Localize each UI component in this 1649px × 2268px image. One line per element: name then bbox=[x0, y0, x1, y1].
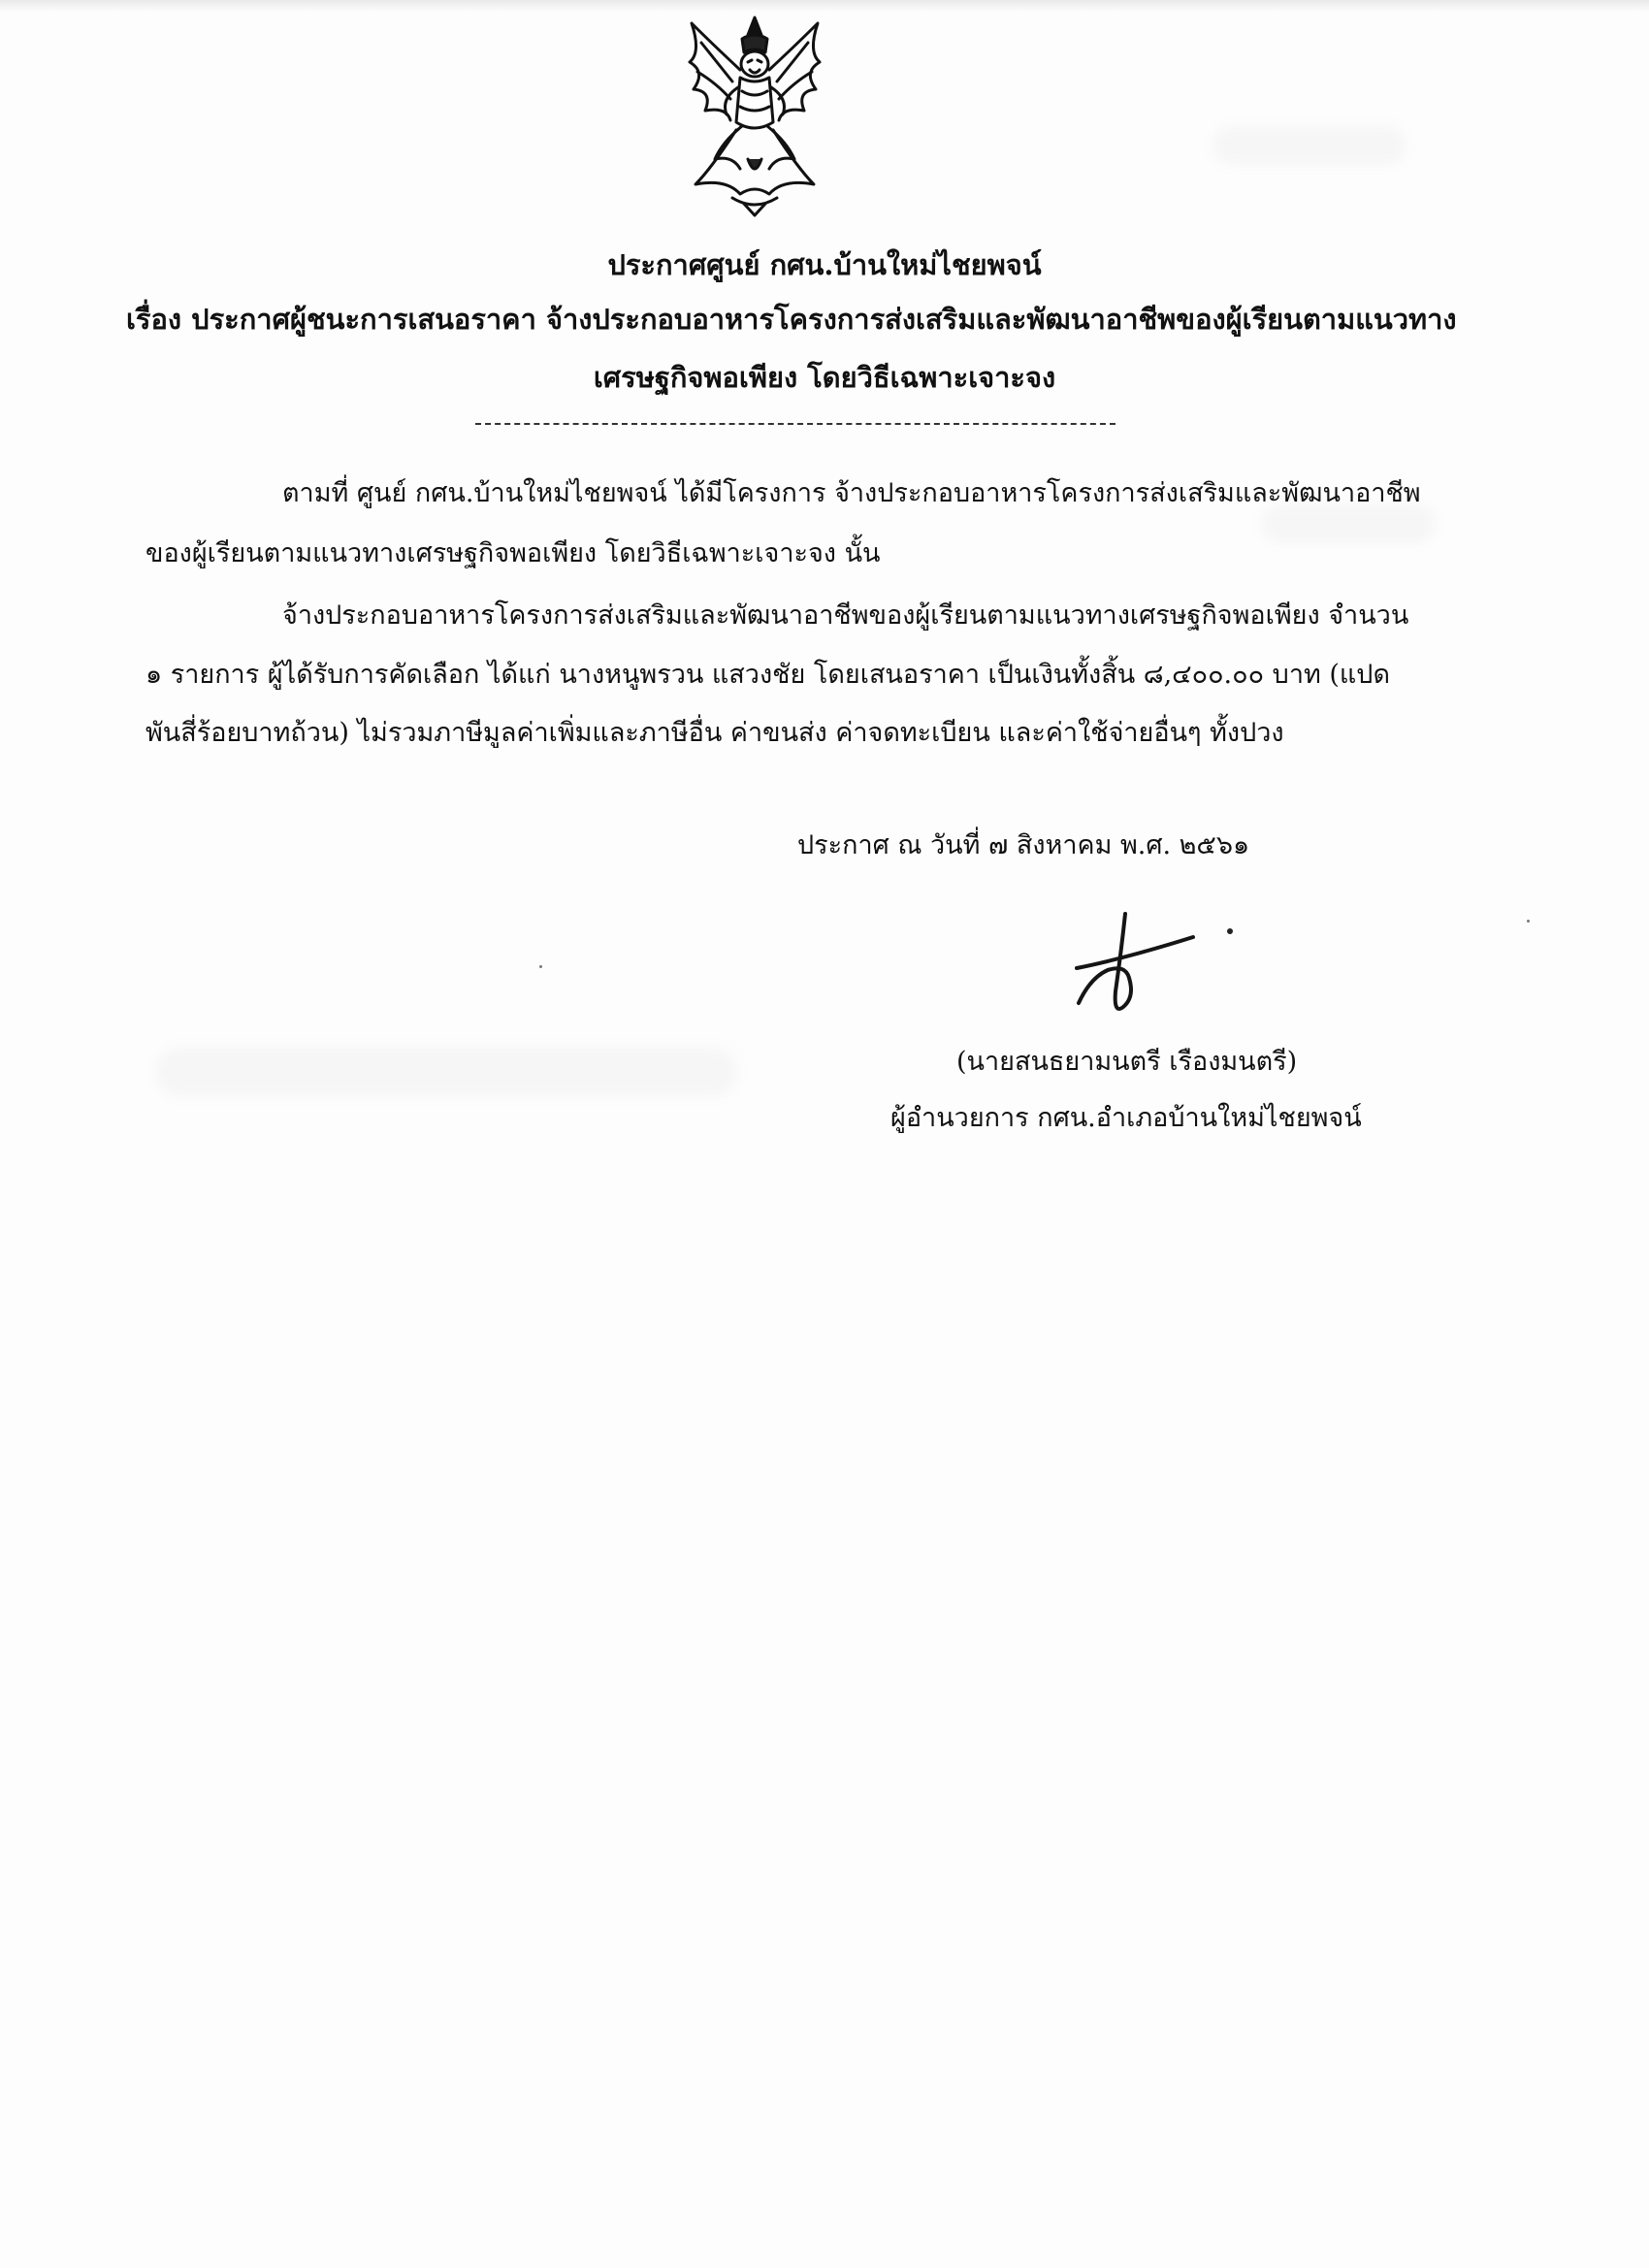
garuda-emblem-icon bbox=[672, 14, 837, 217]
signer-position: ผู้อำนวยการ กศน.อำเภอบ้านใหม่ไชยพจน์ bbox=[890, 1103, 1362, 1133]
paragraph2-line1: จ้างประกอบอาหารโครงการส่งเสริมและพัฒนาอาชีพของผู้เรียนตามแนวทางเศรษฐกิจพอเพียง จำนวน bbox=[282, 600, 1409, 631]
scan-edge-shadow bbox=[0, 0, 1649, 12]
subject-line-1: เรื่อง ประกาศผู้ชนะการเสนอราคา จ้างประกอบอาหารโครงการส่งเสริมและพัฒนาอาชีพของผู้เรียนตามแนวทาง bbox=[126, 303, 1457, 336]
separator-rule bbox=[475, 423, 1116, 425]
paragraph2-line3: พันสี่ร้อยบาทถ้วน) ไม่รวมภาษีมูลค่าเพิ่มและภาษีอื่น ค่าขนส่ง ค่าจดทะเบียน และค่าใช้จ่ายอื่นๆ ทั้งปวง bbox=[146, 718, 1284, 748]
scan-speck bbox=[1527, 920, 1530, 923]
paragraph1-line2: ของผู้เรียนตามแนวทางเศรษฐกิจพอเพียง โดยวิธีเฉพาะเจาะจง นั้น bbox=[146, 538, 881, 568]
signer-name: (นายสนธยามนตรี เรืองมนตรี) bbox=[956, 1047, 1298, 1077]
announcement-date: ประกาศ ณ วันที่ ๗ สิงหาคม พ.ศ. ๒๕๖๑ bbox=[797, 830, 1250, 860]
bleed-through-mark bbox=[1212, 126, 1406, 165]
subject-line-2: เศรษฐกิจพอเพียง โดยวิธีเฉพาะเจาะจง bbox=[593, 361, 1056, 394]
paragraph2-line2: ๑ รายการ ผู้ได้รับการคัดเลือก ได้แก่ นางหนูพรวน แสวงชัย โดยเสนอราคา เป็นเงินทั้งสิ้น ๘,๔๐๐.๐๐ บาท (แปด bbox=[146, 660, 1390, 690]
paragraph1-line1: ตามที่ ศูนย์ กศน.บ้านใหม่ไชยพจน์ ได้มีโครงการ จ้างประกอบอาหารโครงการส่งเสริมและพัฒนาอาชีพ bbox=[282, 478, 1421, 508]
handwritten-signature bbox=[1057, 902, 1251, 1028]
scan-speck bbox=[539, 965, 542, 968]
document-title: ประกาศศูนย์ กศน.บ้านใหม่ไชยพจน์ bbox=[607, 248, 1042, 281]
bleed-through-mark bbox=[155, 1048, 737, 1096]
